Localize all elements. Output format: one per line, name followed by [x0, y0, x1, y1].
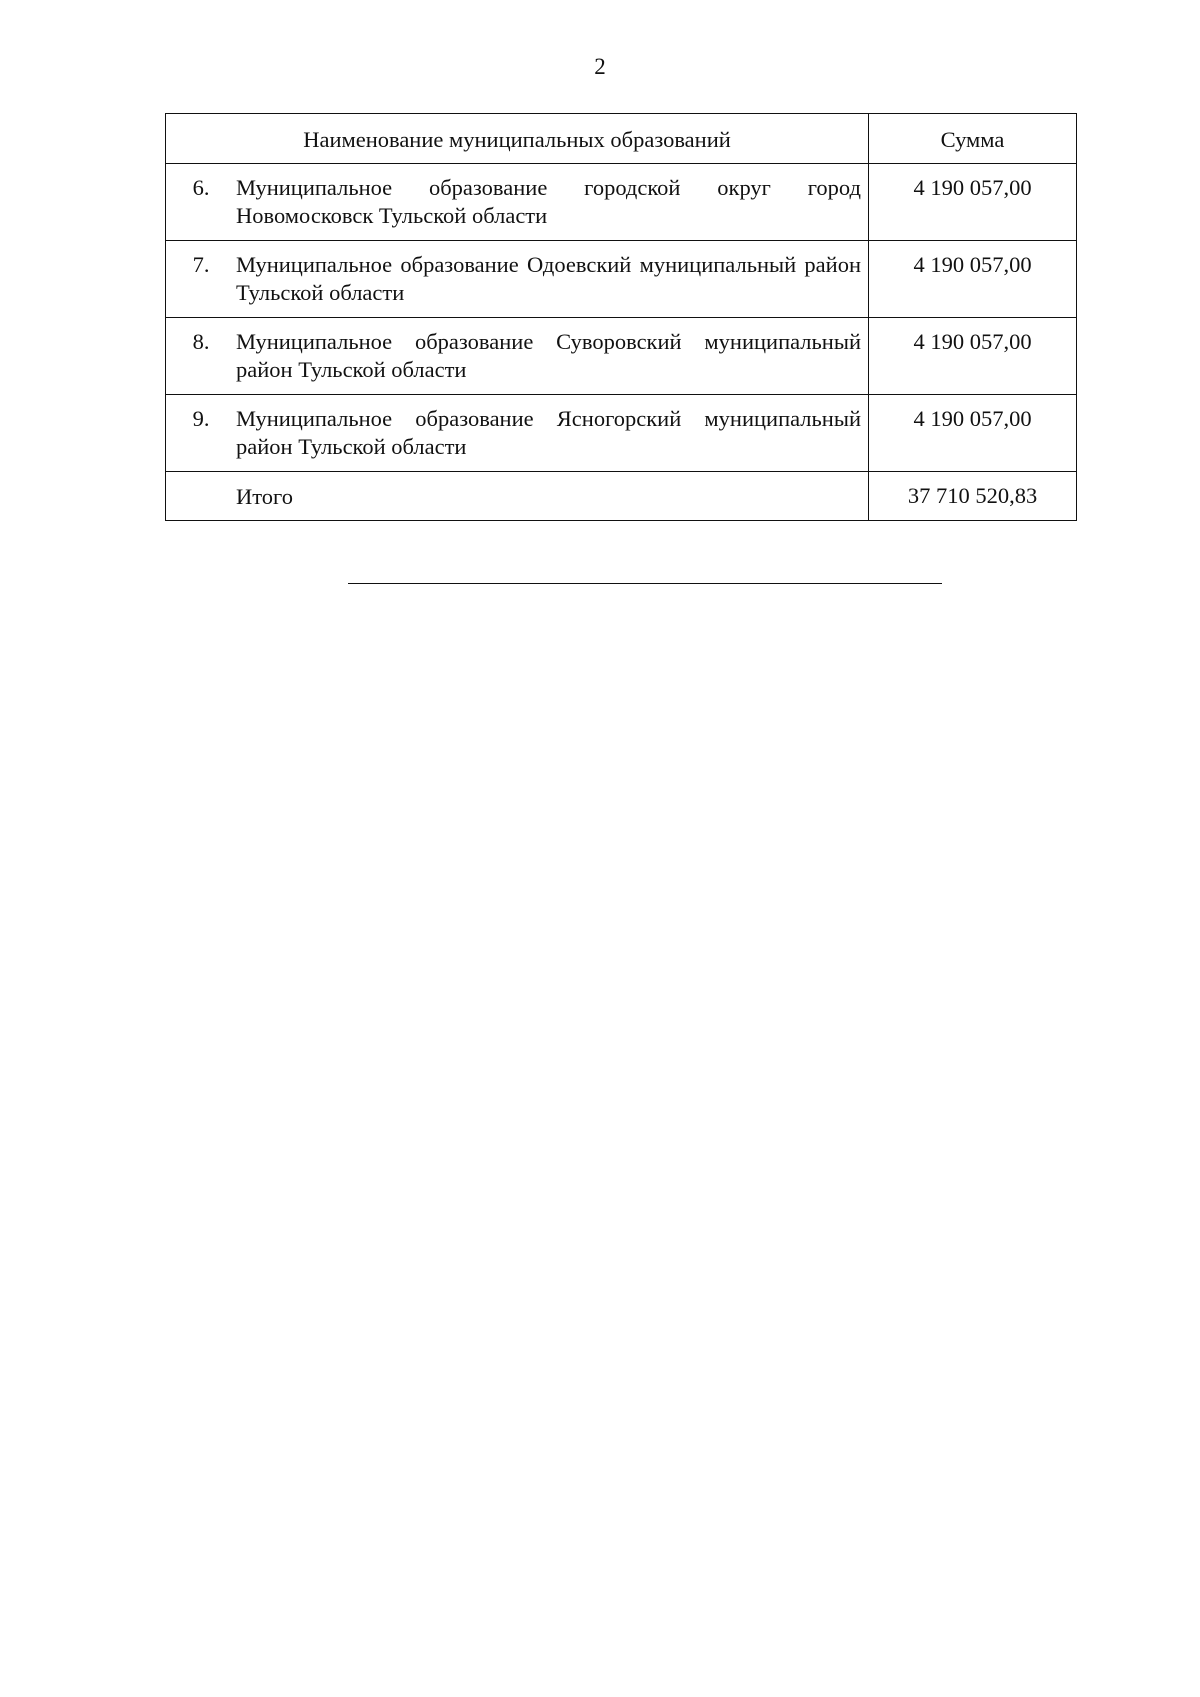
- total-label: Итого: [236, 484, 293, 509]
- row-sum: 4 190 057,00: [869, 164, 1077, 241]
- row-name-cell: [166, 395, 869, 472]
- table-row: [166, 395, 1077, 472]
- table-row: [166, 318, 1077, 395]
- row-name-cell: [166, 241, 869, 318]
- row-name: Муниципальное образование Суворовский муниципальный район Тульской области: [236, 329, 861, 382]
- total-label-cell: [166, 472, 869, 521]
- row-name: Муниципальное образование Одоевский муниципальный район Тульской области: [236, 252, 861, 305]
- table-row: [166, 164, 1077, 241]
- total-row: [166, 472, 1077, 521]
- row-name: Муниципальное образование Ясногорский муниципальный район Тульской области: [236, 406, 861, 459]
- row-number: 6.: [192, 175, 210, 200]
- total-sum: 37 710 520,83: [869, 472, 1077, 521]
- table-row: [166, 241, 1077, 318]
- header-name: Наименование муниципальных образований: [166, 114, 869, 164]
- row-sum: 4 190 057,00: [869, 241, 1077, 318]
- row-number: 7.: [192, 252, 210, 277]
- row-number: 9.: [192, 406, 210, 431]
- row-name-cell: [166, 318, 869, 395]
- row-sum: 4 190 057,00: [869, 318, 1077, 395]
- row-name: Муниципальное образование городской округ город Новомосковск Тульской области: [236, 175, 861, 228]
- closing-divider: [348, 583, 942, 584]
- municipalities-table: [165, 113, 1077, 521]
- header-sum: Сумма: [869, 114, 1077, 164]
- page-number: 2: [594, 54, 606, 79]
- row-number: 8.: [192, 329, 210, 354]
- table-header-row: [166, 114, 1077, 164]
- total-number-spacer: [166, 483, 236, 511]
- row-sum: 4 190 057,00: [869, 395, 1077, 472]
- row-name-cell: [166, 164, 869, 241]
